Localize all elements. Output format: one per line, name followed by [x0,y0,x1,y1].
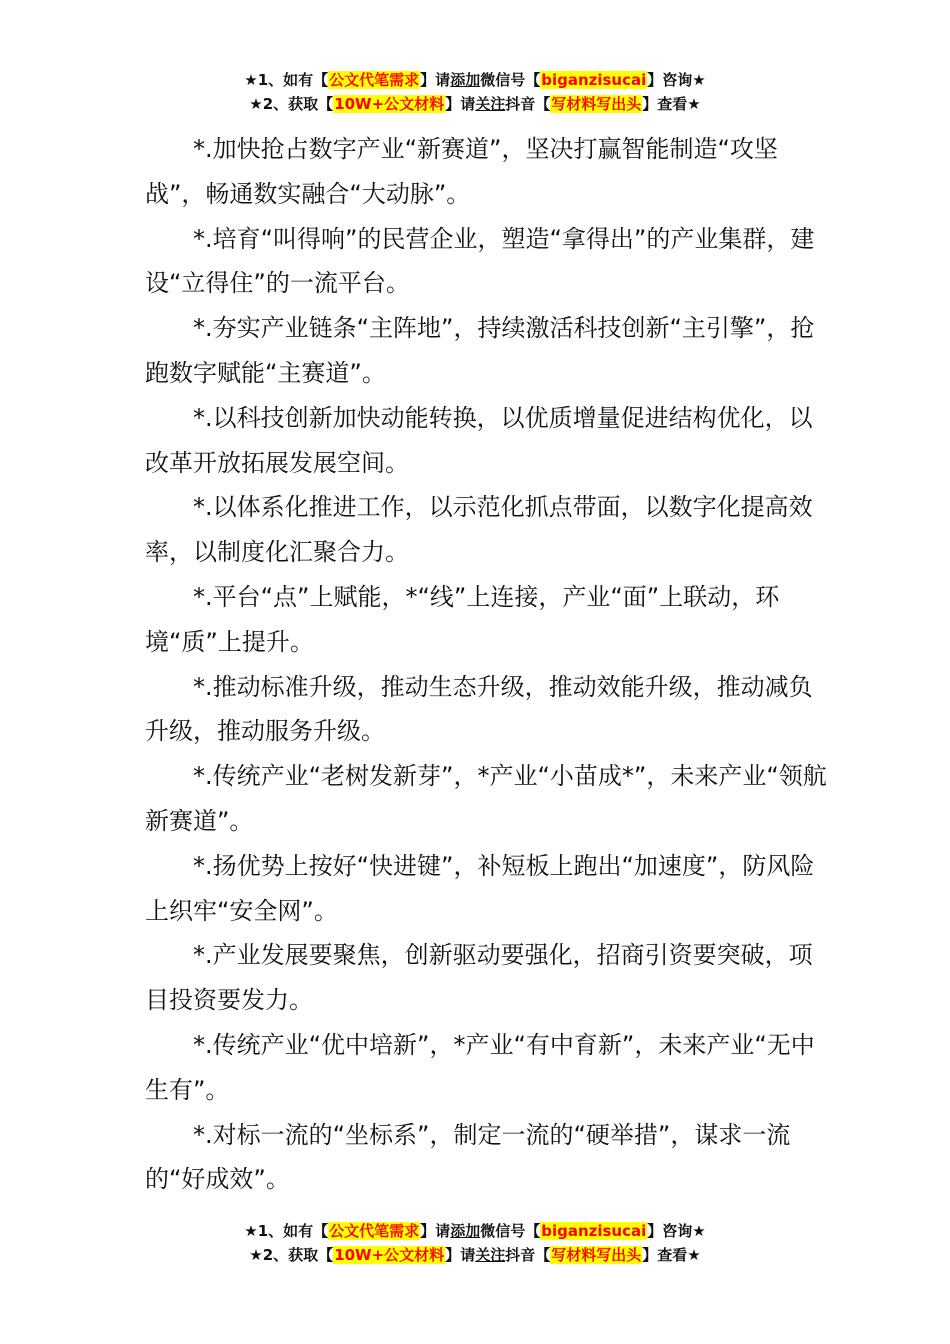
paragraph: *.扬优势上按好“快进键”，补短板上跑出“加速度”，防风险上织牢“安全网”。 [145,851,815,925]
banner-line-1 [0,1219,950,1243]
banner-text: 】查看★ [642,95,701,113]
paragraph: *.传统产业“优中培新”，*产业“有中育新”，未来产业“无中生有”。 [145,1030,815,1104]
highlight-wechat-id: biganzisucai [541,1222,647,1240]
paragraph: *.传统产业“老树发新芽”，*产业“小苗成*”，未来产业“领航新赛道”。 [145,762,827,835]
underline-follow: 关注 [475,1246,506,1264]
banner-text: 】咨询★ [647,71,706,89]
banner-text: ★2、获取【 [249,1246,334,1264]
footer-banner [0,1219,950,1267]
underline-follow: 关注 [475,95,506,113]
paragraph: *.对标一流的“坐标系”，制定一流的“硬举措”，谋求一流的“好成效”。 [145,1120,791,1194]
highlight-materials: 10W+公文材料 [334,95,445,113]
highlight-douyin-account: 写材料写出头 [551,1246,642,1264]
paragraph: *.产业发展要聚焦，创新驱动要强化，招商引资要突破，项目投资要发力。 [145,941,813,1015]
banner-line-2 [0,1243,950,1267]
underline-add: 添加 [450,1222,481,1240]
paragraph: *.培育“叫得响”的民营企业，塑造“拿得出”的产业集群，建设“立得住”的一流平台。 [145,224,815,298]
banner-line-1 [0,68,950,92]
banner-text: ★1、如有【 [244,71,329,89]
banner-text: 微信号【 [480,1222,541,1240]
banner-line-2 [0,92,950,116]
banner-text: ★1、如有【 [244,1222,329,1240]
banner-text: 微信号【 [480,71,541,89]
banner-text: 】请 [445,95,476,113]
paragraph: *.以体系化推进工作，以示范化抓点带面，以数字化提高效率，以制度化汇聚合力。 [145,493,813,567]
banner-text: 】查看★ [642,1246,701,1264]
paragraph: *.推动标准升级，推动生态升级，推动效能升级，推动减负升级，推动服务升级。 [145,672,813,746]
banner-text: 】请 [420,1222,451,1240]
paragraph: *.以科技创新加快动能转换，以优质增量促进结构优化，以改革开放拓展发展空间。 [145,403,813,477]
highlight-ghostwriting: 公文代笔需求 [329,1222,420,1240]
paragraph: *.夯实产业链条“主阵地”，持续激活科技创新“主引擎”，抢跑数字赋能“主赛道”。 [145,314,815,387]
banner-text: 】请 [420,71,451,89]
banner-text: 】咨询★ [647,1222,706,1240]
banner-text: 抖音【 [505,95,551,113]
highlight-wechat-id: biganzisucai [541,71,647,89]
paragraph: *.加快抢占数字产业“新赛道”，坚决打赢智能制造“攻坚战”，畅通数实融合“大动脉”。 [145,135,778,208]
highlight-douyin-account: 写材料写出头 [551,95,642,113]
highlight-ghostwriting: 公文代笔需求 [329,71,420,89]
banner-text: ★2、获取【 [249,95,334,113]
highlight-materials: 10W+公文材料 [334,1246,445,1264]
paragraph: *.平台“点”上赋能，*“线”上连接，产业“面”上联动，环境“质”上提升。 [145,582,780,656]
banner-text: 】请 [445,1246,476,1264]
document-body [145,127,835,1202]
banner-text: 抖音【 [505,1246,551,1264]
header-banner [0,68,950,116]
underline-add: 添加 [450,71,481,89]
